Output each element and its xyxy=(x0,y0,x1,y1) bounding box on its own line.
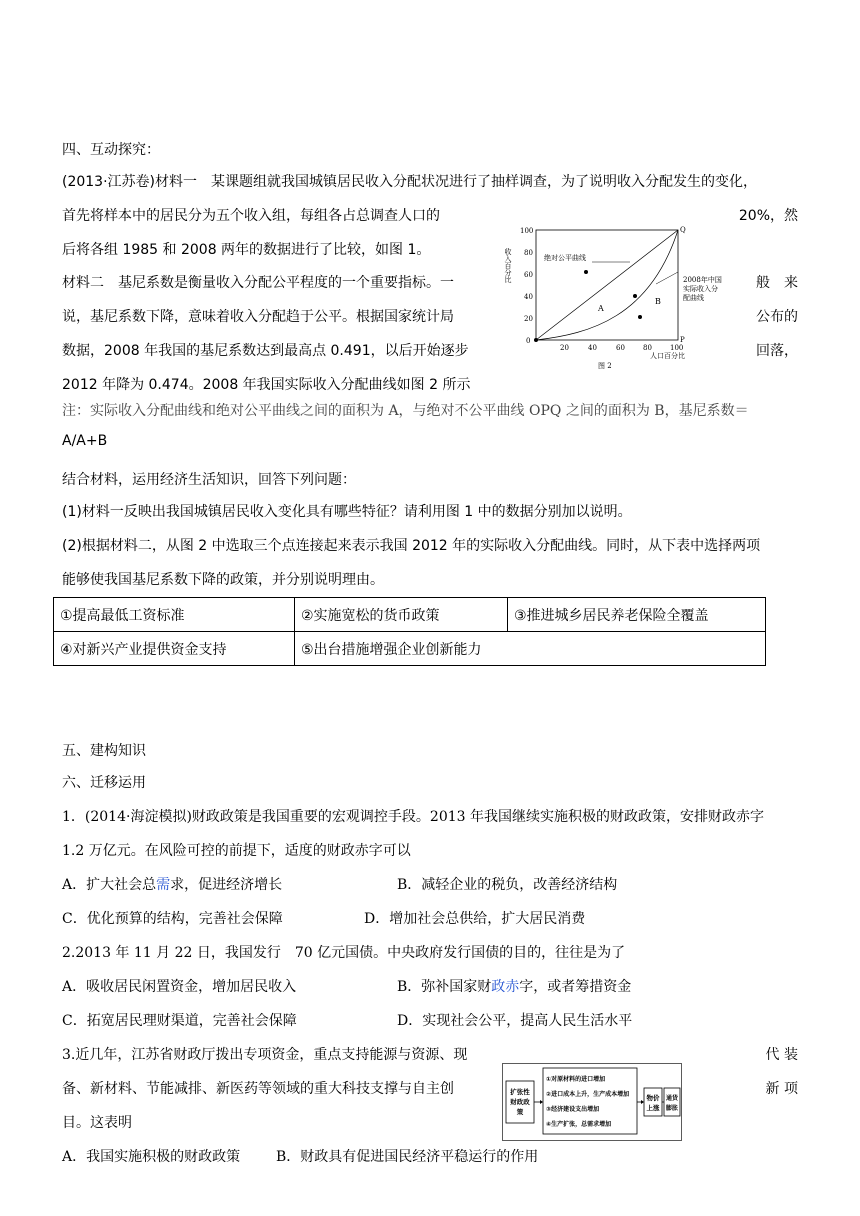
material-2-line-1: 材料二 基尼系数是衡量收入分配公平程度的一个重要指标。一 xyxy=(62,275,454,291)
material-1-line-1: (2013·江苏卷)材料一 某课题组就我国城镇居民收入分配状况进行了抽样调查，为了说明收入分配发生的变化， xyxy=(62,174,758,190)
actual-label-leader xyxy=(656,272,678,284)
area-b-label: B xyxy=(655,297,661,306)
q3-option-a: A．我国实施积极的财政政策 xyxy=(62,1149,241,1165)
material-1-line-2-end: 20%，然 xyxy=(738,208,798,224)
q2-option-d: D．实现社会公平，提高人民生活水平 xyxy=(397,1013,633,1029)
y-tick: 60 xyxy=(524,271,533,279)
question-2-line-1: (2)根据材料二，从图 2 中选取三个点连接起来表示我国 2012 年的实际收入分配曲线。同时，从下表中选择两项 xyxy=(62,538,761,554)
q1-option-c: C．优化预算的结构，完善社会保障 xyxy=(62,911,283,927)
x-tick: 100 xyxy=(670,344,684,352)
table-row xyxy=(54,632,766,666)
material-2-line-3-end: 回落， xyxy=(756,343,798,359)
actual-curve-label-3: 配曲线 xyxy=(683,294,704,302)
question-2-line-2: 能够使我国基尼系数下降的政策，并分别说明理由。 xyxy=(62,572,384,588)
fair-curve-line xyxy=(536,230,678,340)
fiscal-policy-flow-diagram xyxy=(502,1063,682,1141)
policy-option: ⑤出台措施增强企业创新能力 xyxy=(295,632,766,666)
flow-end-text: 通货 xyxy=(665,1095,679,1102)
flow-start-text: 策 xyxy=(516,1108,524,1116)
note-line-1: 注：实际收入分配曲线和绝对公平曲线之间的面积为 A，与绝对不公平曲线 OPQ 之间的面积为 B，基尼系数＝ xyxy=(62,403,749,419)
material-2-line-2: 说，基尼系数下降，意味着收入分配趋于公平。根据国家统计局 xyxy=(62,309,454,325)
area-a-label: A xyxy=(598,304,604,313)
y-tick: 40 xyxy=(524,293,533,301)
q3-option-b: B．财政具有促进国民经济平稳运行的作用 xyxy=(276,1149,539,1165)
q3-line-1-end: 代 装 xyxy=(765,1047,798,1063)
q1-line-1: 1．(2014·海淀模拟)财政政策是我国重要的宏观调控手段。2013 年我国继续实施积极的财政政策，安排财政赤字 xyxy=(62,809,764,825)
actual-curve-label-1: 2008年中国 xyxy=(683,276,722,284)
origin-point xyxy=(534,338,538,342)
point-p-label: P xyxy=(680,336,685,344)
y-tick: 80 xyxy=(524,249,533,257)
y-tick: 20 xyxy=(524,315,533,323)
material-2-line-1-end: 般 来 xyxy=(756,275,798,291)
material-2-line-3: 数据，2008 年我国的基尼系数达到最高点 0.491，以后开始逐步 xyxy=(62,343,469,359)
policy-option: ③推进城乡居民养老保险全覆盖 xyxy=(508,598,766,632)
q3-line-2: 备、新材料、节能减排、新医药等领域的重大科技支撑与自主创 xyxy=(62,1081,454,1097)
material-1-line-3: 后将各组 1985 和 2008 两年的数据进行了比较，如图 1。 xyxy=(62,242,431,258)
x-tick: 40 xyxy=(588,344,597,352)
policy-options-table xyxy=(53,597,766,666)
flow-arrow-head xyxy=(540,1100,543,1104)
material-2-line-2-end: 公布的 xyxy=(756,309,798,325)
figure-2-lorenz-curve xyxy=(500,222,740,372)
flow-arrow-head xyxy=(641,1100,644,1104)
q1-option-d: D．增加社会总供给，扩大居民消费 xyxy=(364,911,586,927)
point-q-label: Q xyxy=(680,226,686,234)
x-axis-label: 人口百分比 xyxy=(650,352,685,360)
section-4-heading: 四、互动探究： xyxy=(62,142,160,158)
origin-label: 0 xyxy=(526,337,531,345)
y-axis-label: 收入百分比 xyxy=(504,248,512,283)
question-1: (1)材料一反映出我国城镇居民收入变化具有哪些特征？请利用图 1 中的数据分别加以说明。 xyxy=(62,504,632,520)
flow-start-text: 扩张性 xyxy=(510,1088,530,1096)
q2-stem: 2.2013 年 11 月 22 日，我国发行 70 亿元国债。中央政府发行国债的目的，往往是为了 xyxy=(62,945,626,961)
flow-mid-text: 上涨 xyxy=(646,1104,660,1112)
section-6-heading: 六、迁移运用 xyxy=(62,775,146,791)
q3-line-2-end: 新 项 xyxy=(765,1081,798,1097)
policy-option: ②实施宽松的货币政策 xyxy=(295,598,508,632)
q3-line-1: 3.近几年，江苏省财政厅拨出专项资金，重点支持能源与资源、现 xyxy=(62,1047,468,1063)
actual-curve-label-2: 实际收入分 xyxy=(683,285,718,293)
flow-step: ②进口成本上升，生产成本增加 xyxy=(546,1091,630,1098)
flow-start-text: 财政政 xyxy=(510,1098,530,1106)
figure-caption: 图 2 xyxy=(598,362,612,370)
q1-option-b: B．减轻企业的税负，改善经济结构 xyxy=(397,877,618,893)
data-point xyxy=(584,270,588,274)
flow-mid-text: 物价 xyxy=(646,1094,660,1102)
flow-end-text: 膨胀 xyxy=(665,1105,679,1112)
answer-prompt: 结合材料，运用经济生活知识，回答下列问题： xyxy=(62,472,356,488)
policy-option: ①提高最低工资标准 xyxy=(54,598,295,632)
policy-option: ④对新兴产业提供资金支持 xyxy=(54,632,295,666)
y-tick: 100 xyxy=(520,227,534,235)
x-tick: 20 xyxy=(560,344,569,352)
data-point xyxy=(638,315,642,319)
material-1-line-2: 首先将样本中的居民分为五个收入组，每组各占总调查人口的 xyxy=(62,208,440,224)
flow-step: ①对原材料的进口增加 xyxy=(546,1076,606,1083)
q2-option-b: B．弥补国家财政赤字，或者筹措资金 xyxy=(397,979,632,995)
x-tick: 80 xyxy=(643,344,652,352)
material-2-line-4: 2012 年降为 0.474。2008 年我国实际收入分配曲线如图 2 所示 xyxy=(62,377,471,393)
x-tick: 60 xyxy=(616,344,625,352)
q3-line-3: 目。这表明 xyxy=(62,1115,132,1131)
q1-option-a: A．扩大社会总需求，促进经济增长 xyxy=(62,877,283,893)
q2-option-a: A．吸收居民闲置资金，增加居民收入 xyxy=(62,979,297,995)
data-point xyxy=(633,294,637,298)
q2-option-c: C．拓宽居民理财渠道，完善社会保障 xyxy=(62,1013,297,1029)
table-row xyxy=(54,598,766,632)
q1-line-2: 1.2 万亿元。在风险可控的前提下，适度的财政赤字可以 xyxy=(62,843,411,859)
flow-step: ④生产扩张，总需求增加 xyxy=(546,1121,612,1128)
section-5-heading: 五、建构知识 xyxy=(62,743,146,759)
fair-curve-label: 绝对公平曲线 xyxy=(544,254,586,262)
note-line-2: A/A+B xyxy=(62,433,108,449)
flow-step: ③经济建设支出增加 xyxy=(546,1106,600,1113)
